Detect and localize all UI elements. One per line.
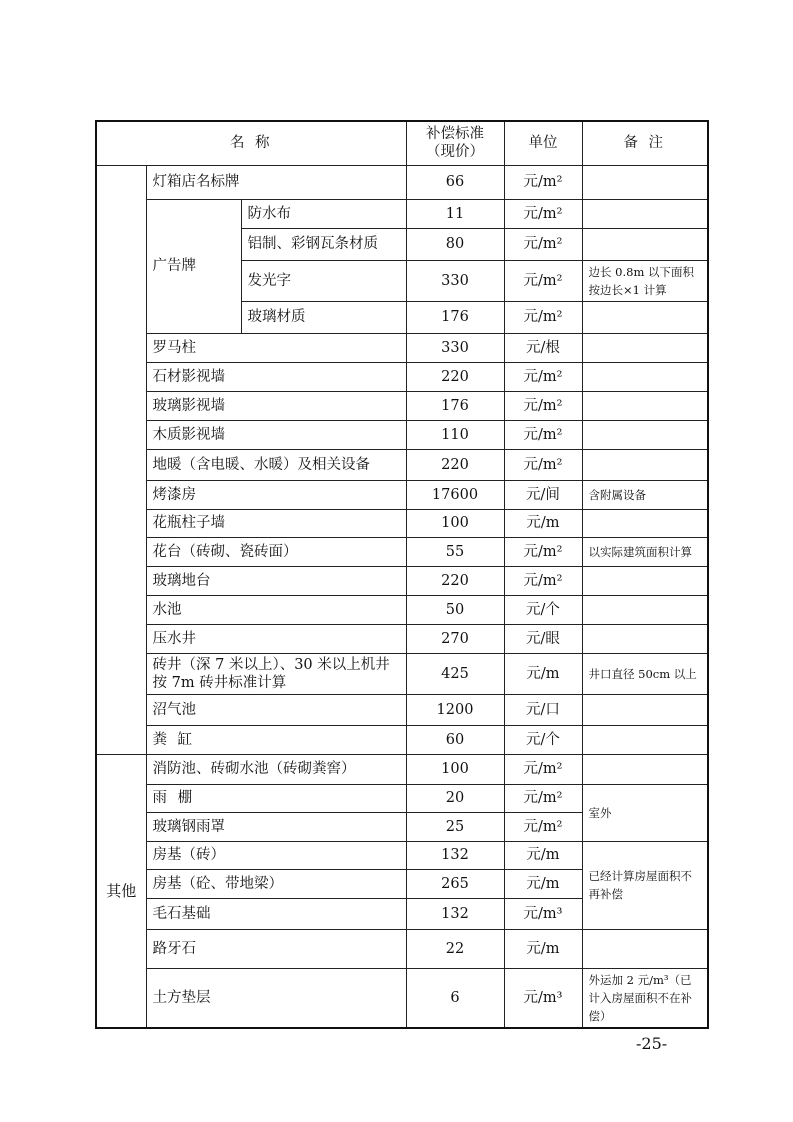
table-row [96,653,708,694]
header-name: 名 称 [96,121,406,165]
item-unit: 元/m² [504,165,582,199]
item-name: 玻璃材质 [241,301,406,333]
item-name: 玻璃地台 [146,566,406,595]
item-name: 房基（砖） [146,841,406,869]
item-price: 6 [406,968,504,1028]
item-note: 外运加 2 元/m³（已计入房屋面积不在补偿） [582,968,708,1028]
table-row [96,449,708,480]
item-unit: 元/个 [504,725,582,754]
item-note [582,754,708,784]
item-unit: 元/m² [504,784,582,812]
item-note [582,391,708,420]
item-name: 砖井（深 7 米以上）、30 米以上机井按 7m 砖井标准计算 [146,653,406,694]
item-unit: 元/m² [504,566,582,595]
table-row [96,333,708,362]
compensation-table [95,120,709,1029]
item-note: 边长 0.8m 以下面积按边长×1 计算 [582,260,708,301]
item-price: 265 [406,869,504,898]
item-unit: 元/m [504,929,582,968]
item-unit: 元/m² [504,812,582,841]
table-row [96,509,708,537]
table-row [96,754,708,784]
item-price: 110 [406,420,504,449]
item-note [582,199,708,228]
item-note: 室外 [582,784,708,841]
item-price: 50 [406,595,504,624]
item-unit: 元/m [504,841,582,869]
item-name: 灯箱店名标牌 [146,165,406,199]
item-name: 雨 棚 [146,784,406,812]
item-name: 防水布 [241,199,406,228]
item-name: 铝制、彩钢瓦条材质 [241,228,406,260]
item-name: 压水井 [146,624,406,653]
item-name: 罗马柱 [146,333,406,362]
item-note: 以实际建筑面积计算 [582,537,708,566]
header-price: 补偿标准（现价） [406,121,504,165]
table-row [96,420,708,449]
item-name: 土方垫层 [146,968,406,1028]
item-price: 176 [406,301,504,333]
table-row [96,362,708,391]
item-name: 地暖（含电暖、水暖）及相关设备 [146,449,406,480]
table-row [96,694,708,725]
item-note [582,624,708,653]
item-name: 粪 缸 [146,725,406,754]
category-cell-empty [96,165,146,754]
item-price: 25 [406,812,504,841]
item-name: 烤漆房 [146,480,406,509]
item-name: 沼气池 [146,694,406,725]
item-name: 玻璃钢雨罩 [146,812,406,841]
item-unit: 元/口 [504,694,582,725]
item-unit: 元/m² [504,420,582,449]
item-price: 11 [406,199,504,228]
item-note [582,301,708,333]
table-header-row [96,121,708,165]
item-unit: 元/根 [504,333,582,362]
item-note: 井口直径 50cm 以上 [582,653,708,694]
item-note [582,362,708,391]
item-unit: 元/m² [504,199,582,228]
table-row [96,929,708,968]
table-row [96,391,708,420]
item-unit: 元/个 [504,595,582,624]
item-price: 60 [406,725,504,754]
item-price: 220 [406,362,504,391]
table-row [96,841,708,869]
item-price: 1200 [406,694,504,725]
item-name: 花瓶柱子墙 [146,509,406,537]
item-name: 毛石基础 [146,898,406,929]
item-note [582,725,708,754]
item-unit: 元/m² [504,537,582,566]
item-name: 消防池、砖砌水池（砖砌粪窖） [146,754,406,784]
table-row [96,784,708,812]
item-note [582,595,708,624]
table-row [96,725,708,754]
item-note: 已经计算房屋面积不再补偿 [582,841,708,929]
item-unit: 元/m² [504,260,582,301]
item-price: 55 [406,537,504,566]
item-price: 132 [406,898,504,929]
item-note [582,420,708,449]
item-price: 330 [406,333,504,362]
item-unit: 元/m² [504,449,582,480]
item-unit: 元/m [504,509,582,537]
item-name: 花台（砖砌、瓷砖面） [146,537,406,566]
item-price: 270 [406,624,504,653]
item-note [582,449,708,480]
item-price: 80 [406,228,504,260]
table-row [96,165,708,199]
item-unit: 元/m [504,869,582,898]
table-row [96,537,708,566]
item-unit: 元/m² [504,391,582,420]
page-number: -25- [636,1034,668,1053]
header-note: 备 注 [582,121,708,165]
item-unit: 元/m² [504,754,582,784]
item-unit: 元/m [504,653,582,694]
item-price: 66 [406,165,504,199]
item-price: 17600 [406,480,504,509]
item-unit: 元/m² [504,228,582,260]
item-price: 425 [406,653,504,694]
item-unit: 元/间 [504,480,582,509]
header-unit: 单位 [504,121,582,165]
category-other: 其他 [96,754,146,1028]
item-note [582,228,708,260]
item-note [582,165,708,199]
table-row [96,480,708,509]
item-name: 房基（砼、带地梁） [146,869,406,898]
item-unit: 元/m² [504,301,582,333]
item-price: 22 [406,929,504,968]
item-note: 含附属设备 [582,480,708,509]
group-advertising: 广告牌 [146,199,241,333]
item-unit: 元/m² [504,362,582,391]
item-name: 木质影视墙 [146,420,406,449]
item-note [582,929,708,968]
item-name: 发光字 [241,260,406,301]
table-row [96,199,708,228]
item-price: 100 [406,754,504,784]
item-note [582,694,708,725]
table-row [96,968,708,1028]
table-row [96,595,708,624]
table-row [96,624,708,653]
item-price: 330 [406,260,504,301]
item-note [582,509,708,537]
item-price: 100 [406,509,504,537]
item-price: 132 [406,841,504,869]
table-row [96,566,708,595]
item-note [582,333,708,362]
item-price: 220 [406,449,504,480]
item-price: 220 [406,566,504,595]
item-name: 路牙石 [146,929,406,968]
item-note [582,566,708,595]
item-unit: 元/眼 [504,624,582,653]
item-price: 20 [406,784,504,812]
item-name: 石材影视墙 [146,362,406,391]
item-name: 水池 [146,595,406,624]
item-name: 玻璃影视墙 [146,391,406,420]
item-unit: 元/m³ [504,968,582,1028]
item-price: 176 [406,391,504,420]
item-unit: 元/m³ [504,898,582,929]
